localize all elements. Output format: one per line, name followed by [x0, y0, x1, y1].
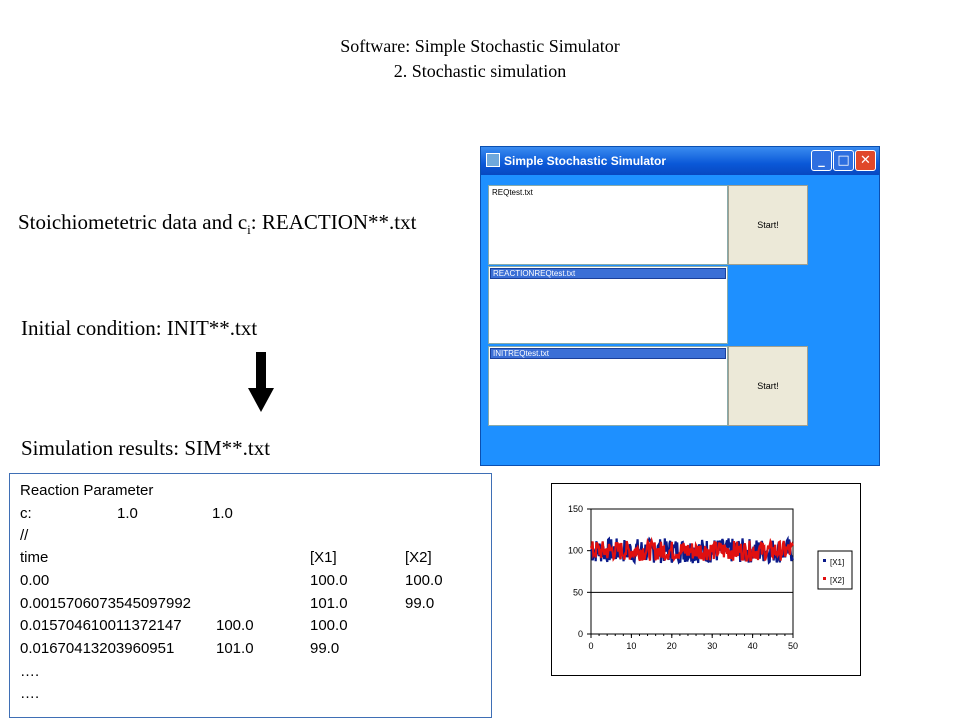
x-tick-label: 40 [747, 641, 758, 651]
start-button-top[interactable]: Start! [728, 185, 808, 265]
minimize-button[interactable]: _ [811, 150, 832, 171]
x-tick-label: 20 [666, 641, 677, 651]
c-label: c: [20, 505, 32, 522]
x2-cell: 100.0 [405, 572, 443, 589]
x-tick-label: 10 [626, 641, 637, 651]
file-name-reaction: REACTIONREQtest.txt [493, 269, 576, 278]
label-init-file: Initial condition: INIT**.txt [21, 316, 258, 340]
column-header: [X1] [310, 549, 337, 566]
label-reaction-pre: Stoichiometetric data and c [18, 210, 248, 234]
file-name-req: REQtest.txt [492, 188, 533, 197]
label-reaction-post: : REACTION**.txt [250, 210, 417, 234]
file-name-init: INITREQtest.txt [493, 349, 550, 358]
plot-area [591, 509, 793, 634]
label-reaction-file [18, 210, 416, 238]
label-sim-file: Simulation results: SIM**.txt [21, 436, 271, 460]
time-cell: 0.015704610011372147 [20, 617, 182, 634]
window-titlebar[interactable] [481, 147, 879, 175]
x-tick-label: 50 [787, 641, 799, 651]
data-header: Reaction Parameter [20, 482, 154, 499]
legend-label: [X1] [830, 558, 845, 567]
time-cell: 0.01670413203960951 [20, 640, 175, 657]
chart-svg [552, 484, 860, 675]
x-tick-label: 30 [707, 641, 718, 651]
x-tick-label: 0 [588, 641, 594, 651]
data-separator: // [20, 527, 29, 544]
column-header: time [20, 549, 49, 566]
y-tick-label: 50 [572, 587, 583, 598]
file-pane-init[interactable] [488, 346, 728, 426]
time-cell: 0.0015706073545097992 [20, 595, 192, 612]
simulation-chart [551, 483, 861, 676]
app-icon [486, 153, 500, 167]
label-reaction-sub: i [247, 222, 251, 238]
c-value: 1.0 [117, 505, 138, 522]
x1-cell: 100.0 [310, 572, 348, 589]
close-button[interactable]: ✕ [855, 150, 876, 171]
slide-title-line2: 2. Stochastic simulation [393, 61, 567, 81]
app-window [480, 146, 880, 466]
start-button-bottom[interactable]: Start! [728, 346, 808, 426]
data-ellipsis: …. [20, 663, 40, 680]
file-pane-reaction[interactable] [488, 266, 728, 344]
c-value: 1.0 [212, 505, 233, 522]
legend-label: [X2] [830, 576, 845, 585]
y-tick-label: 100 [567, 545, 583, 556]
slide-title-line1: Software: Simple Stochastic Simulator [340, 36, 620, 56]
legend-marker [823, 577, 826, 580]
y-tick-label: 150 [567, 504, 583, 514]
x2-cell: 99.0 [405, 595, 435, 612]
simulation-output-box [9, 473, 492, 718]
time-cell: 0.00 [20, 572, 50, 589]
column-header: [X2] [405, 549, 432, 566]
data-ellipsis: …. [20, 685, 40, 702]
x2-cell: 100.0 [310, 617, 348, 634]
y-tick-label: 0 [577, 629, 583, 639]
file-pane-req[interactable] [488, 185, 728, 265]
legend-marker [823, 559, 826, 562]
window-title: Simple Stochastic Simulator [504, 154, 667, 168]
selected-row-reaction[interactable] [490, 268, 726, 279]
down-arrow-icon [246, 352, 276, 414]
x1-cell: 101.0 [310, 595, 348, 612]
selected-row-init[interactable] [490, 348, 726, 359]
x1-cell: 100.0 [216, 617, 254, 634]
maximize-button[interactable]: □ [833, 150, 854, 171]
x2-cell: 99.0 [310, 640, 340, 657]
x1-cell: 101.0 [216, 640, 254, 657]
